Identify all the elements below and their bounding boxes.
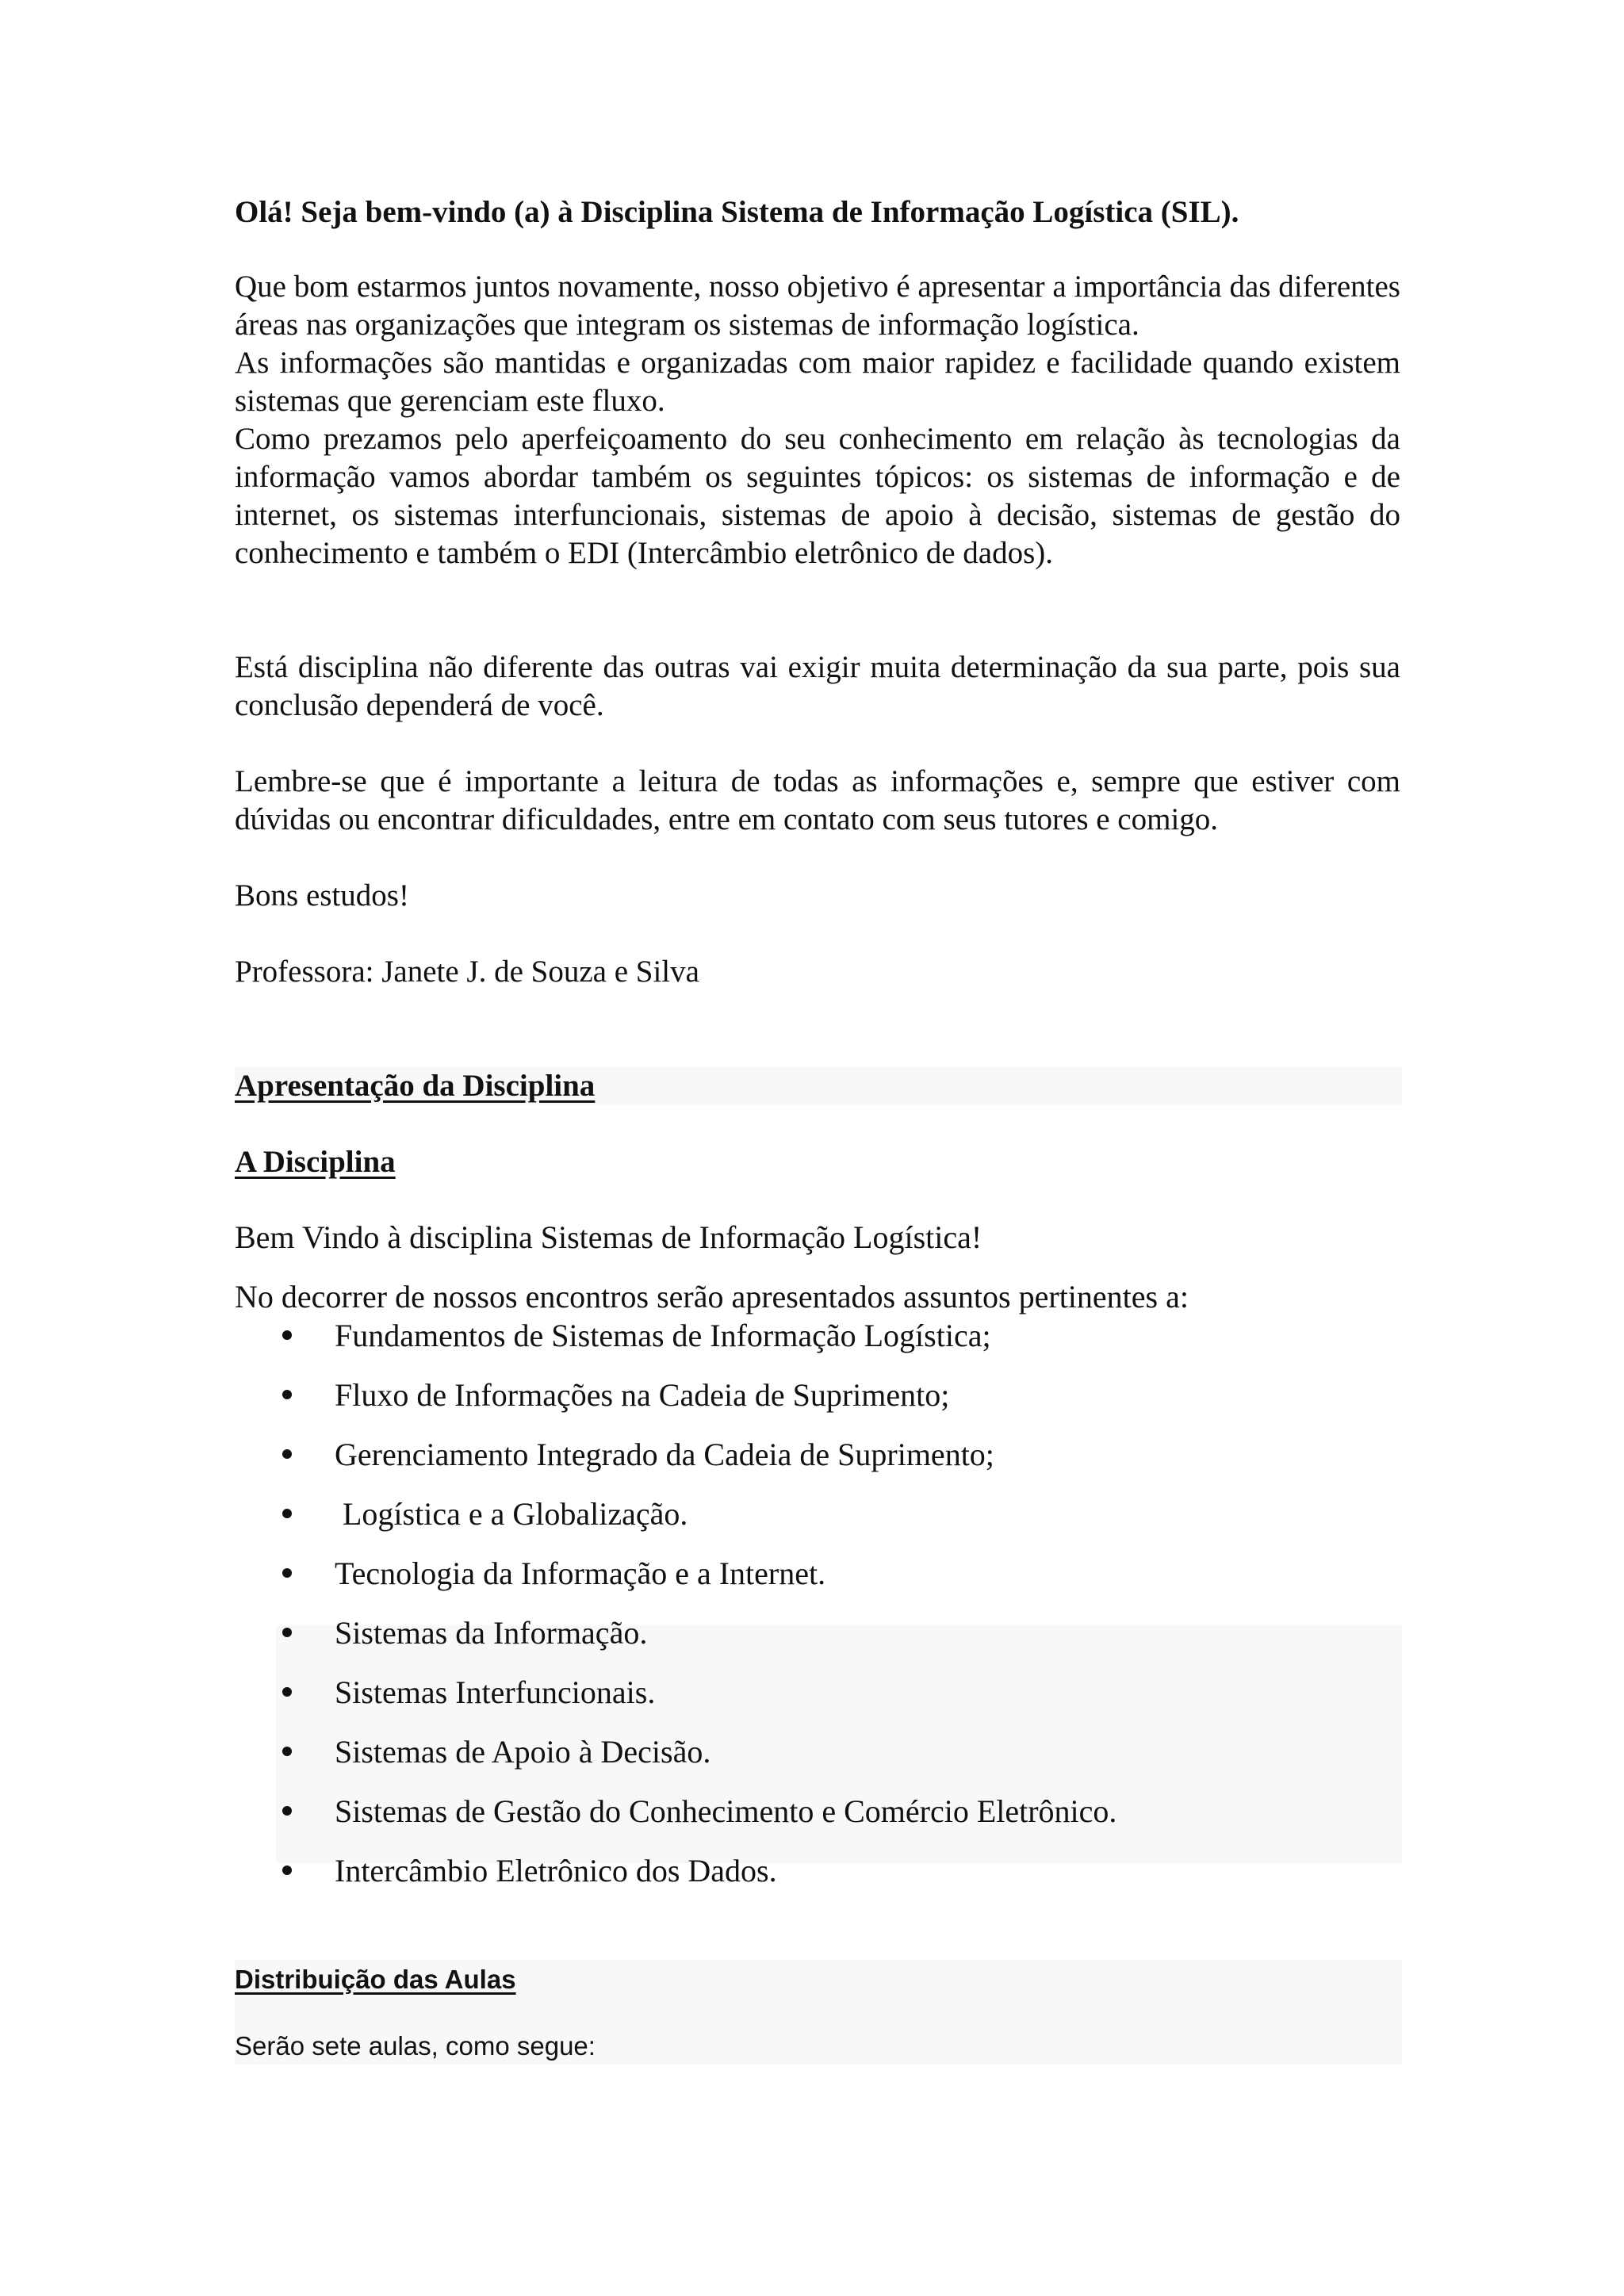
list-item-text: Intercâmbio Eletrônico dos Dados. <box>335 1853 777 1888</box>
list-item-text: Sistemas da Informação. <box>335 1615 648 1651</box>
list-item-text: Logística e a Globalização. <box>335 1496 688 1532</box>
bullet-icon <box>282 1687 292 1697</box>
document-title: Olá! Seja bem-vindo (a) à Disciplina Sistema de Informação Logística (SIL). <box>235 195 1239 229</box>
list-item-text: Tecnologia da Informação e a Internet. <box>335 1556 826 1591</box>
bullet-icon <box>282 1806 292 1816</box>
intro-paragraph-3: Como prezamos pelo aperfeiçoamento do seu conhecimento em relação às tecnologias da informação vamos abordar também os seguintes tópicos: os sistemas de informação e de internet, os sistemas interfuncionais, sistemas de apoio à decisão, sistemas de gestão do conhecimento e também o EDI (Intercâmbio eletrônico de dados). <box>235 422 1400 570</box>
list-item-text: Fundamentos de Sistemas de Informação Logística; <box>335 1318 991 1353</box>
list-item <box>282 1435 1116 1494</box>
list-item <box>282 1792 1116 1851</box>
topics-list <box>282 1316 1116 1911</box>
bullet-icon <box>282 1866 292 1875</box>
list-item <box>282 1732 1116 1792</box>
intro-paragraph-5: Lembre-se que é importante a leitura de todas as informações e, sempre que estiver com dúvidas ou encontrar dificuldades, entre em contato com seus tutores e comigo. <box>235 764 1400 836</box>
list-item <box>282 1613 1116 1673</box>
bullet-icon <box>282 1449 292 1459</box>
bullet-icon <box>282 1628 292 1637</box>
list-item <box>282 1554 1116 1613</box>
bullet-icon <box>282 1568 292 1578</box>
list-item <box>282 1851 1116 1911</box>
list-item-text: Gerenciamento Integrado da Cadeia de Suprimento; <box>335 1437 994 1472</box>
topics-lead-text: No decorrer de nossos encontros serão apresentados assuntos pertinentes a: <box>235 1279 1189 1314</box>
intro-paragraph-1: Que bom estarmos juntos novamente, nosso objetivo é apresentar a importância das diferentes áreas nas organizações que integram os sistemas de informação logística. <box>235 270 1400 342</box>
list-item <box>282 1376 1116 1435</box>
bullet-icon <box>282 1390 292 1399</box>
list-item-text: Fluxo de Informações na Cadeia de Suprimento; <box>335 1377 950 1413</box>
intro-paragraph-2: As informações são mantidas e organizadas com maior rapidez e facilidade quando existem sistemas que gerenciam este fluxo. <box>235 346 1400 418</box>
list-item <box>282 1673 1116 1732</box>
bullet-icon <box>282 1509 292 1518</box>
distribution-text: Serão sete aulas, como segue: <box>235 2031 596 2061</box>
list-item <box>282 1494 1116 1554</box>
bullet-icon <box>282 1330 292 1340</box>
intro-paragraph-4: Está disciplina não diferente das outras vai exigir muita determinação da sua parte, pois sua conclusão dependerá de você. <box>235 650 1400 722</box>
list-item <box>282 1316 1116 1376</box>
list-item-text: Sistemas de Apoio à Decisão. <box>335 1734 711 1770</box>
welcome-text: Bem Vindo à disciplina Sistemas de Informação Logística! <box>235 1219 982 1255</box>
signature-text: Professora: Janete J. de Souza e Silva <box>235 955 699 989</box>
list-item-text: Sistemas Interfuncionais. <box>335 1674 656 1710</box>
list-item-text: Sistemas de Gestão do Conhecimento e Comércio Eletrônico. <box>335 1793 1117 1829</box>
document-page <box>235 0 1400 2296</box>
bullet-icon <box>282 1747 292 1756</box>
discipline-subheading: A Disciplina <box>235 1145 396 1179</box>
presentation-heading: Apresentação da Disciplina <box>235 1069 596 1103</box>
closing-text: Bons estudos! <box>235 878 409 913</box>
distribution-heading: Distribuição das Aulas <box>235 1965 516 1994</box>
